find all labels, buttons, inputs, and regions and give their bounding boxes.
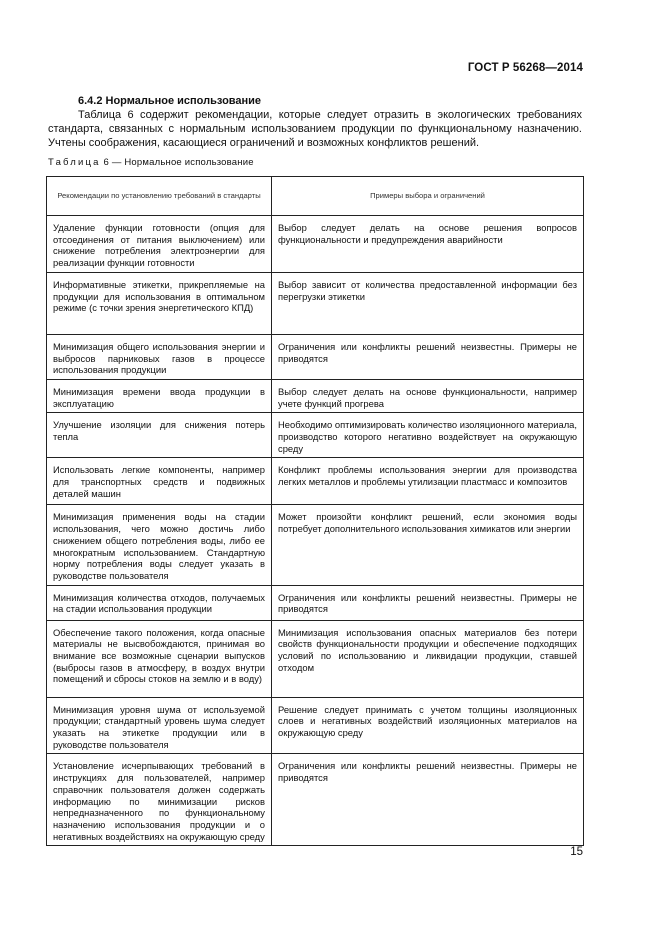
- example-cell: Ограничения или конфликты решений неизвестны. Примеры не приводятся: [272, 585, 584, 620]
- table-caption-label: Таблица: [48, 157, 101, 168]
- example-cell: Минимизация использования опасных материалов без потери свойств функциональности продукции и обеспечение подходящих условий по использованию и ликвидации продукции, ставшей отходом: [272, 620, 584, 697]
- recommendation-cell: Обеспечение такого положения, когда опасные материалы не высвобождаются, принимая во внимание все возможные сценарии выпусков (выбросы газов в атмосферу, в воздух внутри помещений и сбросы стоков на землю и в воду): [47, 620, 272, 697]
- recommendation-cell: Минимизация уровня шума от используемой продукции; стандартный уровень шума следует указать на этикетке продукции или в руководстве пользователя: [47, 697, 272, 754]
- section-heading: 6.4.2 Нормальное использование: [78, 95, 262, 107]
- section-6-4-2: [48, 94, 582, 150]
- example-cell: Может произойти конфликт решений, если экономия воды потребует дополнительного использования химикатов или энергии: [272, 505, 584, 585]
- table-row: [47, 754, 584, 846]
- recommendation-cell: Минимизация общего использования энергии и выбросов парниковых газов в процессе использования продукции: [47, 334, 272, 379]
- page-number: 15: [570, 846, 583, 858]
- table-row: [47, 334, 584, 379]
- recommendation-cell: Минимизация применения воды на стадии использования, чего можно достичь либо снижением общего потребления воды, либо ее многократным использованием. Стандартную норму потребления воды следует указать в руководстве пользователя: [47, 505, 272, 585]
- table-row: [47, 620, 584, 697]
- table-caption-text: 6 — Нормальное использование: [103, 157, 254, 168]
- table-header-row: [47, 177, 584, 216]
- recommendation-cell: Минимизация количества отходов, получаемых на стадии использования продукции: [47, 585, 272, 620]
- recommendation-cell: Улучшение изоляции для снижения потерь тепла: [47, 413, 272, 458]
- document-code: ГОСТ Р 56268—2014: [467, 62, 583, 74]
- header-examples: Примеры выбора и ограничений: [272, 177, 584, 216]
- recommendation-cell: Установление исчерпывающих требований в инструкциях для пользователей, например справочник пользователя должен содержать информацию по минимизации рисков непредназначенного по функциональному назначению использования продукции и о негативных воздействиях на окружающую среду: [47, 754, 272, 846]
- recommendation-cell: Удаление функции готовности (опция для отсоединения от питания выключением) или снижение потребления электроэнергии для реализации функции готовности: [47, 216, 272, 273]
- recommendations-table: [46, 176, 584, 846]
- table-row: [47, 216, 584, 273]
- example-cell: Необходимо оптимизировать количество изоляционного материала, производство которого негативно воздействует на окружающую среду: [272, 413, 584, 458]
- example-cell: Выбор следует делать на основе решения вопросов функциональности и предупреждения аварийности: [272, 216, 584, 273]
- header-recommendations: Рекомендации по установлению требований в стандарты: [47, 177, 272, 216]
- table-row: [47, 505, 584, 585]
- section-paragraph: Таблица 6 содержит рекомендации, которые следует отразить в экологических требованиях стандарта, связанных с нормальным использованием продукции по функциональному назначению. Учтены соображения, касающиеся ограничений и возможных конфликтов решений.: [48, 109, 582, 149]
- table-row: [47, 585, 584, 620]
- recommendation-cell: Информативные этикетки, прикрепляемые на продукции для использования в оптимальном режиме (с точки зрения энергетического КПД): [47, 272, 272, 334]
- example-cell: Ограничения или конфликты решений неизвестны. Примеры не приводятся: [272, 334, 584, 379]
- recommendation-cell: Использовать легкие компоненты, например для транспортных средств и подвижных деталей машин: [47, 458, 272, 505]
- table-row: [47, 413, 584, 458]
- table-caption: [48, 157, 254, 168]
- example-cell: Выбор зависит от количества предоставленной информации без перегрузки этикетки: [272, 272, 584, 334]
- example-cell: Ограничения или конфликты решений неизвестны. Примеры не приводятся: [272, 754, 584, 846]
- table-row: [47, 379, 584, 412]
- example-cell: Выбор следует делать на основе функциональности, например учете функций прогрева: [272, 379, 584, 412]
- table-row: [47, 458, 584, 505]
- example-cell: Конфликт проблемы использования энергии для производства легких металлов и проблемы утилизации пластмасс и композитов: [272, 458, 584, 505]
- example-cell: Решение следует принимать с учетом толщины изоляционных слоев и негативных воздействий изоляционных материалов на окружающую среду: [272, 697, 584, 754]
- recommendation-cell: Минимизация времени ввода продукции в эксплуатацию: [47, 379, 272, 412]
- table-row: [47, 697, 584, 754]
- table-row: [47, 272, 584, 334]
